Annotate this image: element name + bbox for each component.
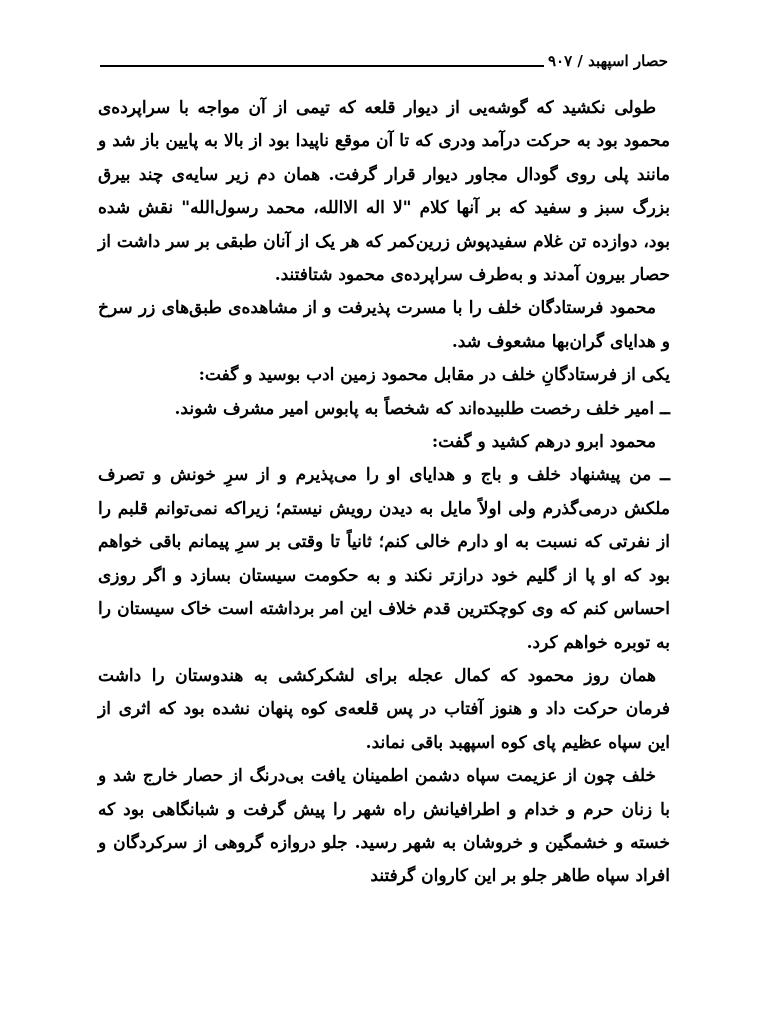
paragraph: خلف چون از عزیمت سپاه دشمن اطمینان یافت بی‌درنگ از حصار خارج شد و با زنان حرم و خدام و اطرافیانش راه شهر را پیش گرفت و شبانگاهی بود که خسته و خشمگین و خروشان به شهر رسید. جلو دروازه گروهی از سرکردگان و افراد سپاه طاهر جلو بر این کاروان گرفتند: [98, 766, 670, 887]
page-header: [100, 46, 668, 70]
dialogue-line: ــ من پیشنهاد خلف و باج و هدایای او را می‌پذیرم و از سرِ خونش و تصرف ملکش درمی‌گذرم ولی اولاً مایل به دیدن رویش نیستم؛ زیراکه نمی‌توانم قلبم را از نفرتی که نسبت به او دارم خالی کنم؛ ثانیاً تا وقتی بر سرِ پیمانم باقی خواهم بود که او پا از گلیم خود درازتر نکند و به حکومت سیستان بسازد و اگر روزی احساس کنم که وی کوچکترین قدم خلاف این امر برداشته است خاک سیستان را به توبره خواهم کرد.: [98, 465, 670, 653]
paragraph: همان روز محمود که کمال عجله برای لشکرکشی به هندوستان را داشت فرمان حرکت داد و هنوز آفتاب در پس قلعه‌ی کوه پنهان نشده بود که اثری از این سپاه عظیم پای کوه اسپهبد باقی نماند.: [98, 665, 670, 753]
paragraph: محمود ابرو درهم کشید و گفت:: [431, 432, 656, 453]
header-rule: [100, 65, 544, 67]
paragraph: طولی نکشید که گوشه‌یی از دیوار قلعه که تیمی از آن مواجه با سراپرده‌ی محمود بود به حرکت درآمد ودری که تا آن موقع ناپیدا بود از بالا به پایین باز شد و مانند پلی روی گودال مجاور دیوار قرار گرفت. همان دم زیر سایه‌ی چند بیرق بزرگ سبز و سفید که بر آنها کلام "لا اله الاالله، محمد رسول‌الله" نقش شده بود، دوازده تن غلام سفیدپوش زرین‌کمر که هر یک از آنان طبقی بر سر داشت از حصار بیرون آمدند و به‌طرف سراپرده‌ی محمود شتافتند.: [98, 98, 670, 286]
paragraph: محمود فرستادگان خلف را با مسرت پذیرفت و از مشاهده‌ی طبق‌های زر سرخ و هدایای گران‌بها مشعوف شد.: [98, 298, 670, 352]
body-text: [98, 92, 670, 894]
running-head: حصار اسپهبد / ۹۰۷: [548, 52, 668, 70]
dialogue-line: ــ امیر خلف رخصت طلبیده‌اند که شخصاً به پابوس امیر مشرف شوند.: [174, 398, 670, 419]
paragraph: یکی از فرستادگانِ خلف در مقابل محمود زمین ادب بوسید و گفت:: [198, 365, 670, 386]
